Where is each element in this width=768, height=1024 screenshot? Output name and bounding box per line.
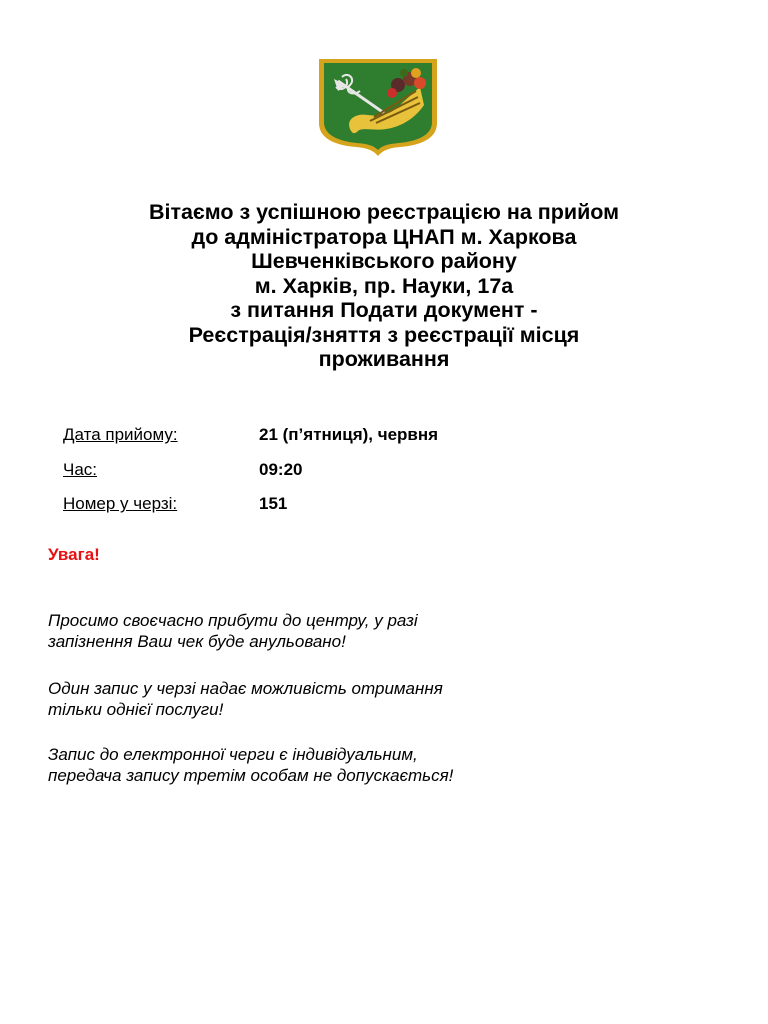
confirmation-heading [30,200,738,372]
note-line: тільки однієї послуги! [48,699,224,719]
heading-line: м. Харків, пр. Науки, 17а [254,273,514,298]
heading-line: Вітаємо з успішною реєстрацією на прийом [148,200,620,224]
coat-of-arms-graphic [316,57,440,157]
heading-line: з питання Подати документ - [230,298,538,322]
note-single-service [48,679,728,720]
time-value: 09:20 [259,459,303,479]
note-line: Просимо своєчасно прибути до центру, у разі [48,611,418,630]
note-line: Один запис у черзі надає можливість отримання [48,679,443,698]
queue-value: 151 [259,494,288,514]
heading-line: Шевченківського району [251,249,517,273]
date-label: Дата прийому: [63,425,178,445]
warning-title: Увага! [48,545,100,564]
heading-line: до адміністратора ЦНАП м. Харкова [191,224,577,249]
note-arrival [48,611,728,652]
date-row [63,418,438,453]
note-line: Запис до електронної черги є індивідуальним, [48,745,418,764]
appointment-details [63,418,438,522]
queue-label: Номер у черзі: [63,494,178,514]
note-individual [48,745,728,786]
heading-line: Реєстрація/зняття з реєстрації місця [188,322,580,347]
note-line: передача запису третім особам не допускається! [48,765,454,785]
heading-line: проживання [318,347,450,371]
note-line: запізнення Ваш чек буде анульовано! [48,631,346,651]
date-value: 21 (п’ятниця), червня [259,425,439,445]
queue-row [63,487,438,522]
time-label: Час: [63,459,98,479]
time-row [63,453,438,488]
kharkiv-coat-of-arms-icon [316,57,440,157]
